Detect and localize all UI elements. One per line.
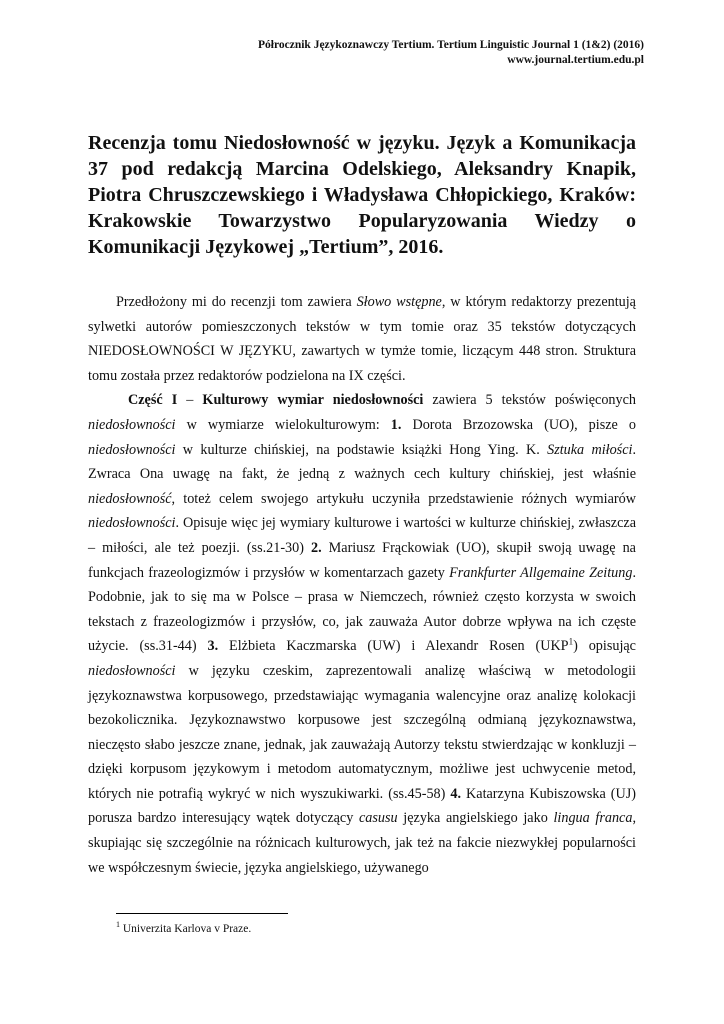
footnote — [116, 922, 251, 936]
item-number: 4. — [450, 785, 462, 802]
paragraph-part-one — [88, 388, 636, 880]
review-title: Recenzja tomu Niedosłowność w języku. Język a Komunikacja 37 pod redakcją Marcina Odelskiego, Aleksandry Knapik, Piotra Chruszczewskiego i Władysława Chłopickiego, Kraków: Krakowskie Towarzystwo Popularyzowania Wiedzy o Komunikacji Językowej „Tertium”, 2016. — [88, 132, 636, 258]
text-run: Przedłożony mi do recenzji tom zawiera — [116, 294, 357, 310]
italic-run: Sztuka miłości — [547, 441, 633, 458]
text-run: Elżbieta Kaczmarska (UW) i Alexandr Rosen (UKP — [218, 638, 569, 655]
journal-url: www.journal.tertium.edu.pl — [507, 54, 644, 66]
item-number: 2. — [311, 539, 322, 556]
text-run: . Zwraca Ona uwagę na fakt, że jedną z ważnych cech kultury chińskiej, jest właśnie — [88, 441, 636, 483]
footnote-text: Univerzita Karlova v Praze. — [120, 923, 252, 935]
part-label: Część I — [128, 392, 178, 409]
section-title: Kulturowy wymiar niedosłowności — [202, 392, 424, 409]
italic-run: niedosłowności — [88, 662, 176, 679]
italic-run: Frankfurter Allgemaine Zeitung — [449, 564, 633, 581]
italic-run: lingua franca — [553, 810, 633, 827]
italic-run: Słowo wstępne — [356, 294, 442, 310]
item-number: 3. — [207, 638, 219, 655]
text-run: – — [177, 392, 203, 409]
text-run: w wymiarze wielokulturowym: — [175, 416, 391, 433]
italic-run: niedosłowności — [88, 515, 176, 532]
italic-run: niedosłowności — [88, 416, 176, 433]
text-run: . Podobnie, jak to się ma w Polsce – prasa w Niemczech, również często korzysta w swoich tekstach z frazeologizmów i przysłów, co, jak zauważa Autor dobrze wpływa na ich częste użycie. (ss.31-44) — [88, 564, 636, 655]
review-body — [88, 290, 636, 880]
italic-run: casusu — [359, 810, 398, 827]
item-number: 1. — [390, 416, 402, 433]
text-run: w języku czeskim, zaprezentowali analizę właściwą w metodologii językoznawstwa korpusowego, przedstawiając wymagania walencyjne oraz analizę kolokacji bezokolicznika. Językoznawstwo korpusowe jest szczególną odmianą językoznawstwa, nieczęsto słabo jeszcze znane, jednak, jak zauważają Autorzy tekstu stwierdzając w konkluzji – dzięki korpusom językowym i metodom automatycznym, możliwe jest uchwycenie metod, których nie potrafią wykryć w nich wyszukiwarki. (ss.45-58) — [88, 662, 636, 802]
paragraph-intro — [88, 290, 636, 388]
text-run: ) opisując — [573, 638, 636, 655]
running-header — [258, 38, 644, 68]
footnote-reference[interactable]: 1 — [568, 636, 574, 647]
footnote-separator — [116, 913, 288, 914]
italic-run: niedosłowność — [88, 490, 172, 507]
journal-name: Półrocznik Językoznawczy Tertium. Tertium Linguistic Journal 1 (1&2) (2016) — [258, 39, 644, 51]
text-run: Dorota Brzozowska (UO), pisze o — [401, 416, 636, 433]
text-run: , toteż celem swojego artykułu uczyniła przedstawienie różnych wymiarów — [171, 490, 636, 507]
text-run: zawiera 5 tekstów poświęconych — [423, 392, 637, 409]
italic-run: niedosłowności — [88, 441, 176, 458]
text-run: Mariusz Frąckowiak (UO), skupił swoją uwagę na funkcjach frazeologizmów i przysłów w komentarzach gazety — [88, 539, 636, 581]
text-run: w kulturze chińskiej, na podstawie książki Hong Ying. K. — [175, 441, 548, 458]
text-run: , w którym redaktorzy prezentują sylwetki autorów pomieszczonych tekstów w tym tomie oraz 35 tekstów dotyczących NIEDOSŁOWNOŚCI W JĘZYKU, zawartych w tymże tomie, liczącym 448 stron. Struktura tomu została przez redaktorów podzielona na IX części. — [88, 294, 636, 384]
footnote-mark: 1 — [116, 920, 120, 930]
text-run: Katarzyna Kubiszowska (UJ) porusza bardzo interesujący wątek dotyczący — [88, 785, 636, 827]
text-run: . Opisuje więc jej wymiary kulturowe i wartości w kulturze chińskiej, zwłaszcza – miłości, ale też poezji. (ss.21-30) — [88, 515, 636, 556]
text-run: , skupiając się szczególnie na różnicach kulturowych, jak też na fakcie niezwykłej popularności we współczesnym świecie, języka angielskiego, używanego — [88, 810, 636, 876]
text-run: języka angielskiego jako — [397, 810, 554, 827]
